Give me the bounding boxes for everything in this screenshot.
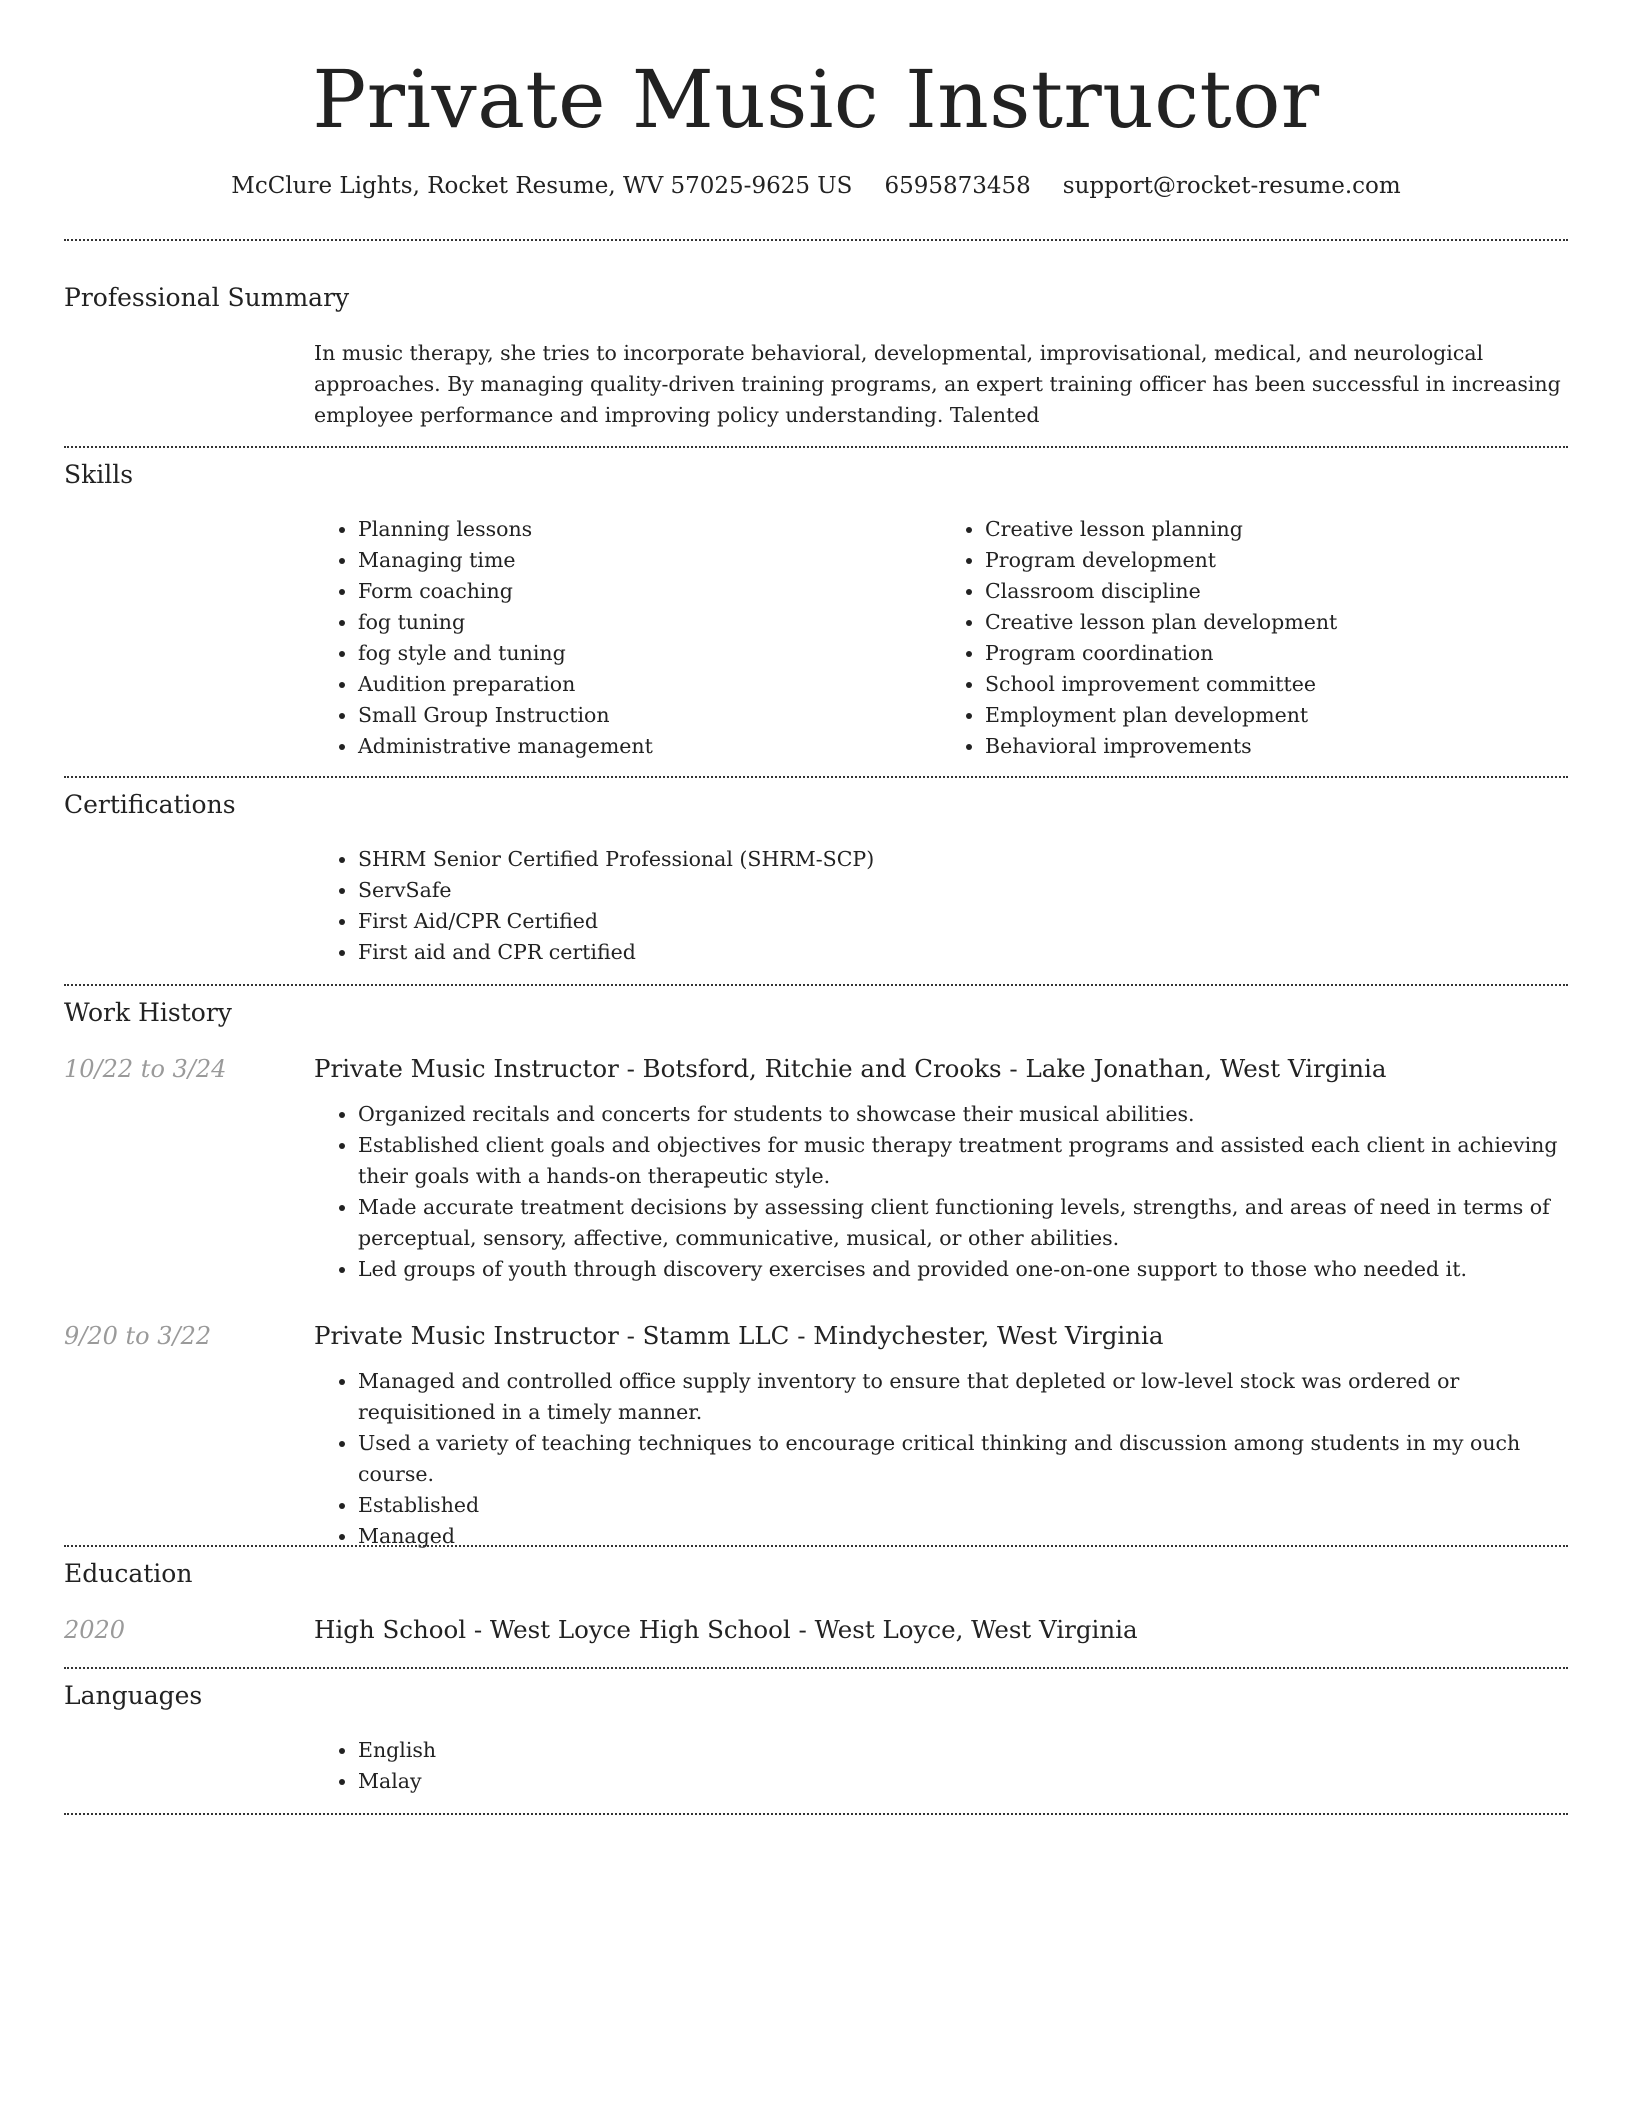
summary-text: In music therapy, she tries to incorporate behavioral, developmental, improvisational, medical, and neurological approaches. By managing quality-driven training programs, an expert training officer has been successful in increasing employee performance and improving policy understanding. Talented — [314, 341, 1561, 427]
education-year: 2020 — [64, 1616, 126, 1644]
education-entry — [314, 1613, 1568, 1647]
contact-address: McClure Lights, Rocket Resume, WV 57025-9625 US — [231, 173, 853, 199]
section-divider — [64, 776, 1568, 778]
skill-item: • Program coordination — [985, 638, 1568, 669]
skill-item: • School improvement committee — [985, 669, 1568, 700]
education-school-location: - West Loyce High School - West Loyce, West Virginia — [466, 1615, 1138, 1644]
skill-item: • Form coaching — [358, 576, 941, 607]
job-bullet: • Organized recitals and concerts for students to showcase their musical abilities. — [358, 1099, 1568, 1130]
skills-left-column — [314, 514, 941, 762]
skill-item: • Planning lessons — [358, 514, 941, 545]
language-item: • Malay — [358, 1766, 1568, 1797]
skill-item: • Small Group Instruction — [358, 700, 941, 731]
skill-item: • Administrative management — [358, 731, 941, 762]
job-entry — [314, 1319, 1568, 1552]
job-bullets — [314, 1366, 1568, 1552]
contact-email: support@rocket-resume.com — [1062, 173, 1401, 199]
contact-phone: 6595873458 — [884, 173, 1031, 199]
section-divider — [64, 1545, 1568, 1547]
skill-item: • Audition preparation — [358, 669, 941, 700]
skill-item: • fog style and tuning — [358, 638, 941, 669]
job-entry — [314, 1052, 1568, 1285]
summary-heading: Professional Summary — [64, 283, 350, 312]
certifications-heading: Certifications — [64, 790, 236, 819]
skill-item: • fog tuning — [358, 607, 941, 638]
certification-item: • First Aid/CPR Certified — [358, 906, 1568, 937]
job-employer-location: - Botsford, Ritchie and Crooks - Lake Jonathan, West Virginia — [618, 1054, 1387, 1083]
skill-item: • Behavioral improvements — [985, 731, 1568, 762]
job-bullet: • Made accurate treatment decisions by assessing client functioning levels, strengths, and areas of need in terms of perceptual, sensory, affective, communicative, musical, or other abilities. — [358, 1192, 1568, 1254]
job-bullet: • Established client goals and objectives for music therapy treatment programs and assisted each client in achieving their goals with a hands-on therapeutic style. — [358, 1130, 1568, 1192]
section-divider — [64, 984, 1568, 986]
languages-section — [314, 1735, 1568, 1797]
job-employer-location: - Stamm LLC - Mindychester, West Virginia — [618, 1321, 1164, 1350]
section-divider — [64, 239, 1568, 241]
certifications-list — [314, 844, 1568, 968]
job-bullet: • Used a variety of teaching techniques to encourage critical thinking and discussion among students in my ouch course. — [358, 1428, 1568, 1490]
job-dates: 10/22 to 3/24 — [64, 1055, 227, 1083]
skill-item: • Creative lesson planning — [985, 514, 1568, 545]
skills-heading: Skills — [64, 460, 134, 489]
certification-item: • First aid and CPR certified — [358, 937, 1568, 968]
skills-right-column — [941, 514, 1568, 762]
section-divider — [64, 446, 1568, 448]
skills-list — [314, 514, 1568, 762]
education-degree: High School — [314, 1615, 467, 1644]
certification-item: • ServSafe — [358, 875, 1568, 906]
language-item: • English — [358, 1735, 1568, 1766]
job-role: Private Music Instructor — [314, 1321, 619, 1350]
skill-item: • Creative lesson plan development — [985, 607, 1568, 638]
resume-name-heading: Private Music Instructor — [312, 53, 1320, 146]
certification-item: • SHRM Senior Certified Professional (SHRM-SCP) — [358, 844, 1568, 875]
job-bullets — [314, 1099, 1568, 1285]
job-bullet: • Led groups of youth through discovery exercises and provided one-on-one support to those who needed it. — [358, 1254, 1568, 1285]
skill-item: • Employment plan development — [985, 700, 1568, 731]
job-bullet: • Managed and controlled office supply inventory to ensure that depleted or low-level stock was ordered or requisitioned in a timely manner. — [358, 1366, 1568, 1428]
education-title — [314, 1613, 1568, 1647]
contact-line — [0, 170, 1632, 202]
job-title — [314, 1319, 1568, 1353]
summary-section — [314, 338, 1568, 431]
job-dates: 9/20 to 3/22 — [64, 1322, 212, 1350]
work-history-heading: Work History — [64, 998, 232, 1027]
certifications-section — [314, 844, 1568, 968]
job-title — [314, 1052, 1568, 1086]
skill-item: • Program development — [985, 545, 1568, 576]
job-bullet: • Managed — [358, 1521, 1568, 1552]
languages-heading: Languages — [64, 1681, 203, 1710]
job-role: Private Music Instructor — [314, 1054, 619, 1083]
job-bullet: • Established — [358, 1490, 1568, 1521]
skill-item: • Managing time — [358, 545, 941, 576]
education-heading: Education — [64, 1559, 193, 1588]
skill-item: • Classroom discipline — [985, 576, 1568, 607]
section-divider — [64, 1813, 1568, 1815]
section-divider — [64, 1667, 1568, 1669]
languages-list — [314, 1735, 1568, 1797]
